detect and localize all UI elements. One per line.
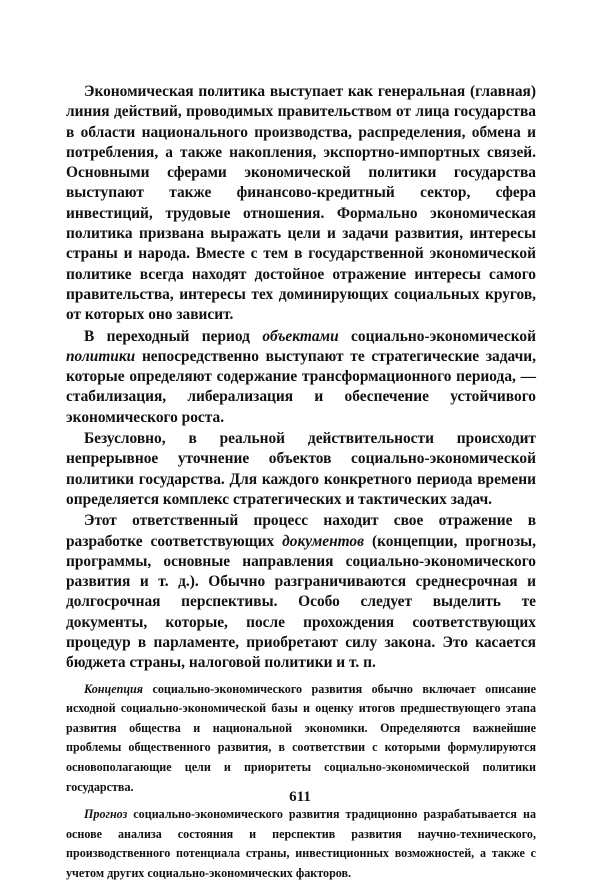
text-segment: социально-экономического развития традиционно разрабатывается на основе анализа состояния и перспектив развития научно-технического, производственного потенциала страны, инвестиционных возможностей, а также с учетом других социально-экономических факторов. <box>66 807 536 880</box>
italic-term: политики <box>66 347 136 365</box>
text-segment: Экономическая политика выступает как генеральная (главная) линия действий, проводимых правительством от лица государства в области национального производства, распределения, обмена и потребления, а также накопления, экспортно-импортных связей. Основными сферами экономической политики государства выступают также финансово-кредитный сектор, сфера инвестиций, трудовые отношения. Формально экономическая политика призвана выражать цели и задачи развития, интересы страны и народа. Вместе с тем в государственной экономической политике всегда находят достойное отражение интересы самого правительства, интересы тех доминирующих социальных кругов, от которых оно зависит. <box>66 83 536 324</box>
main-text <box>66 82 536 884</box>
paragraph-transition-period <box>66 327 536 428</box>
text-segment: (концепции, прогнозы, программы, основные направления социально-экономического развития и т. д.). Обычно разграничиваются среднесрочная и долгосрочная перспективы. Особо следует выделить те документы, которые, после прохождения соответствующих процедур в парламенте, приобретают силу закона. Это касается бюджета страны, налоговой политики и т. п. <box>66 532 536 672</box>
paragraph-refinement <box>66 429 536 510</box>
text-segment: Этот ответственный процесс находит свое отражение в разработке соответствующих <box>66 512 536 550</box>
paragraph-economic-policy <box>66 82 536 326</box>
text-segment: В переходный период <box>84 327 263 345</box>
paragraph-concept <box>66 680 536 798</box>
text-segment: социально-экономической <box>338 327 536 345</box>
italic-term: документов <box>282 532 364 550</box>
text-segment: Безусловно, в реальной действительности происходит непрерывное уточнение объектов социально-экономической политики государства. Для каждого конкретного периода времени определяется комплекс стратегических и тактических задач. <box>66 430 536 508</box>
italic-term: Прогноз <box>84 807 128 822</box>
body-paragraphs <box>66 82 536 674</box>
paragraph-forecast <box>66 805 536 883</box>
text-segment: непосредственно выступают те стратегические задачи, которые определяют содержание трансформационного периода, — стабилизация, либерализация и обеспечение устойчивого экономического роста. <box>66 347 536 426</box>
text-segment: социально-экономического развития обычно включает описание исходной социально-экономической базы и оценку итогов предшествующего этапа развития общества и национальной экономики. Определяются важнейшие проблемы общественного развития, в соответствии с которыми формулируются основополагающие цели и приоритеты социально-экономической политики государства. <box>66 681 536 794</box>
paragraph-documents <box>66 511 536 673</box>
page-number: 611 <box>289 789 311 805</box>
italic-term: объектами <box>262 327 339 345</box>
italic-term: Концепция <box>84 681 144 696</box>
small-print-block <box>66 680 536 884</box>
